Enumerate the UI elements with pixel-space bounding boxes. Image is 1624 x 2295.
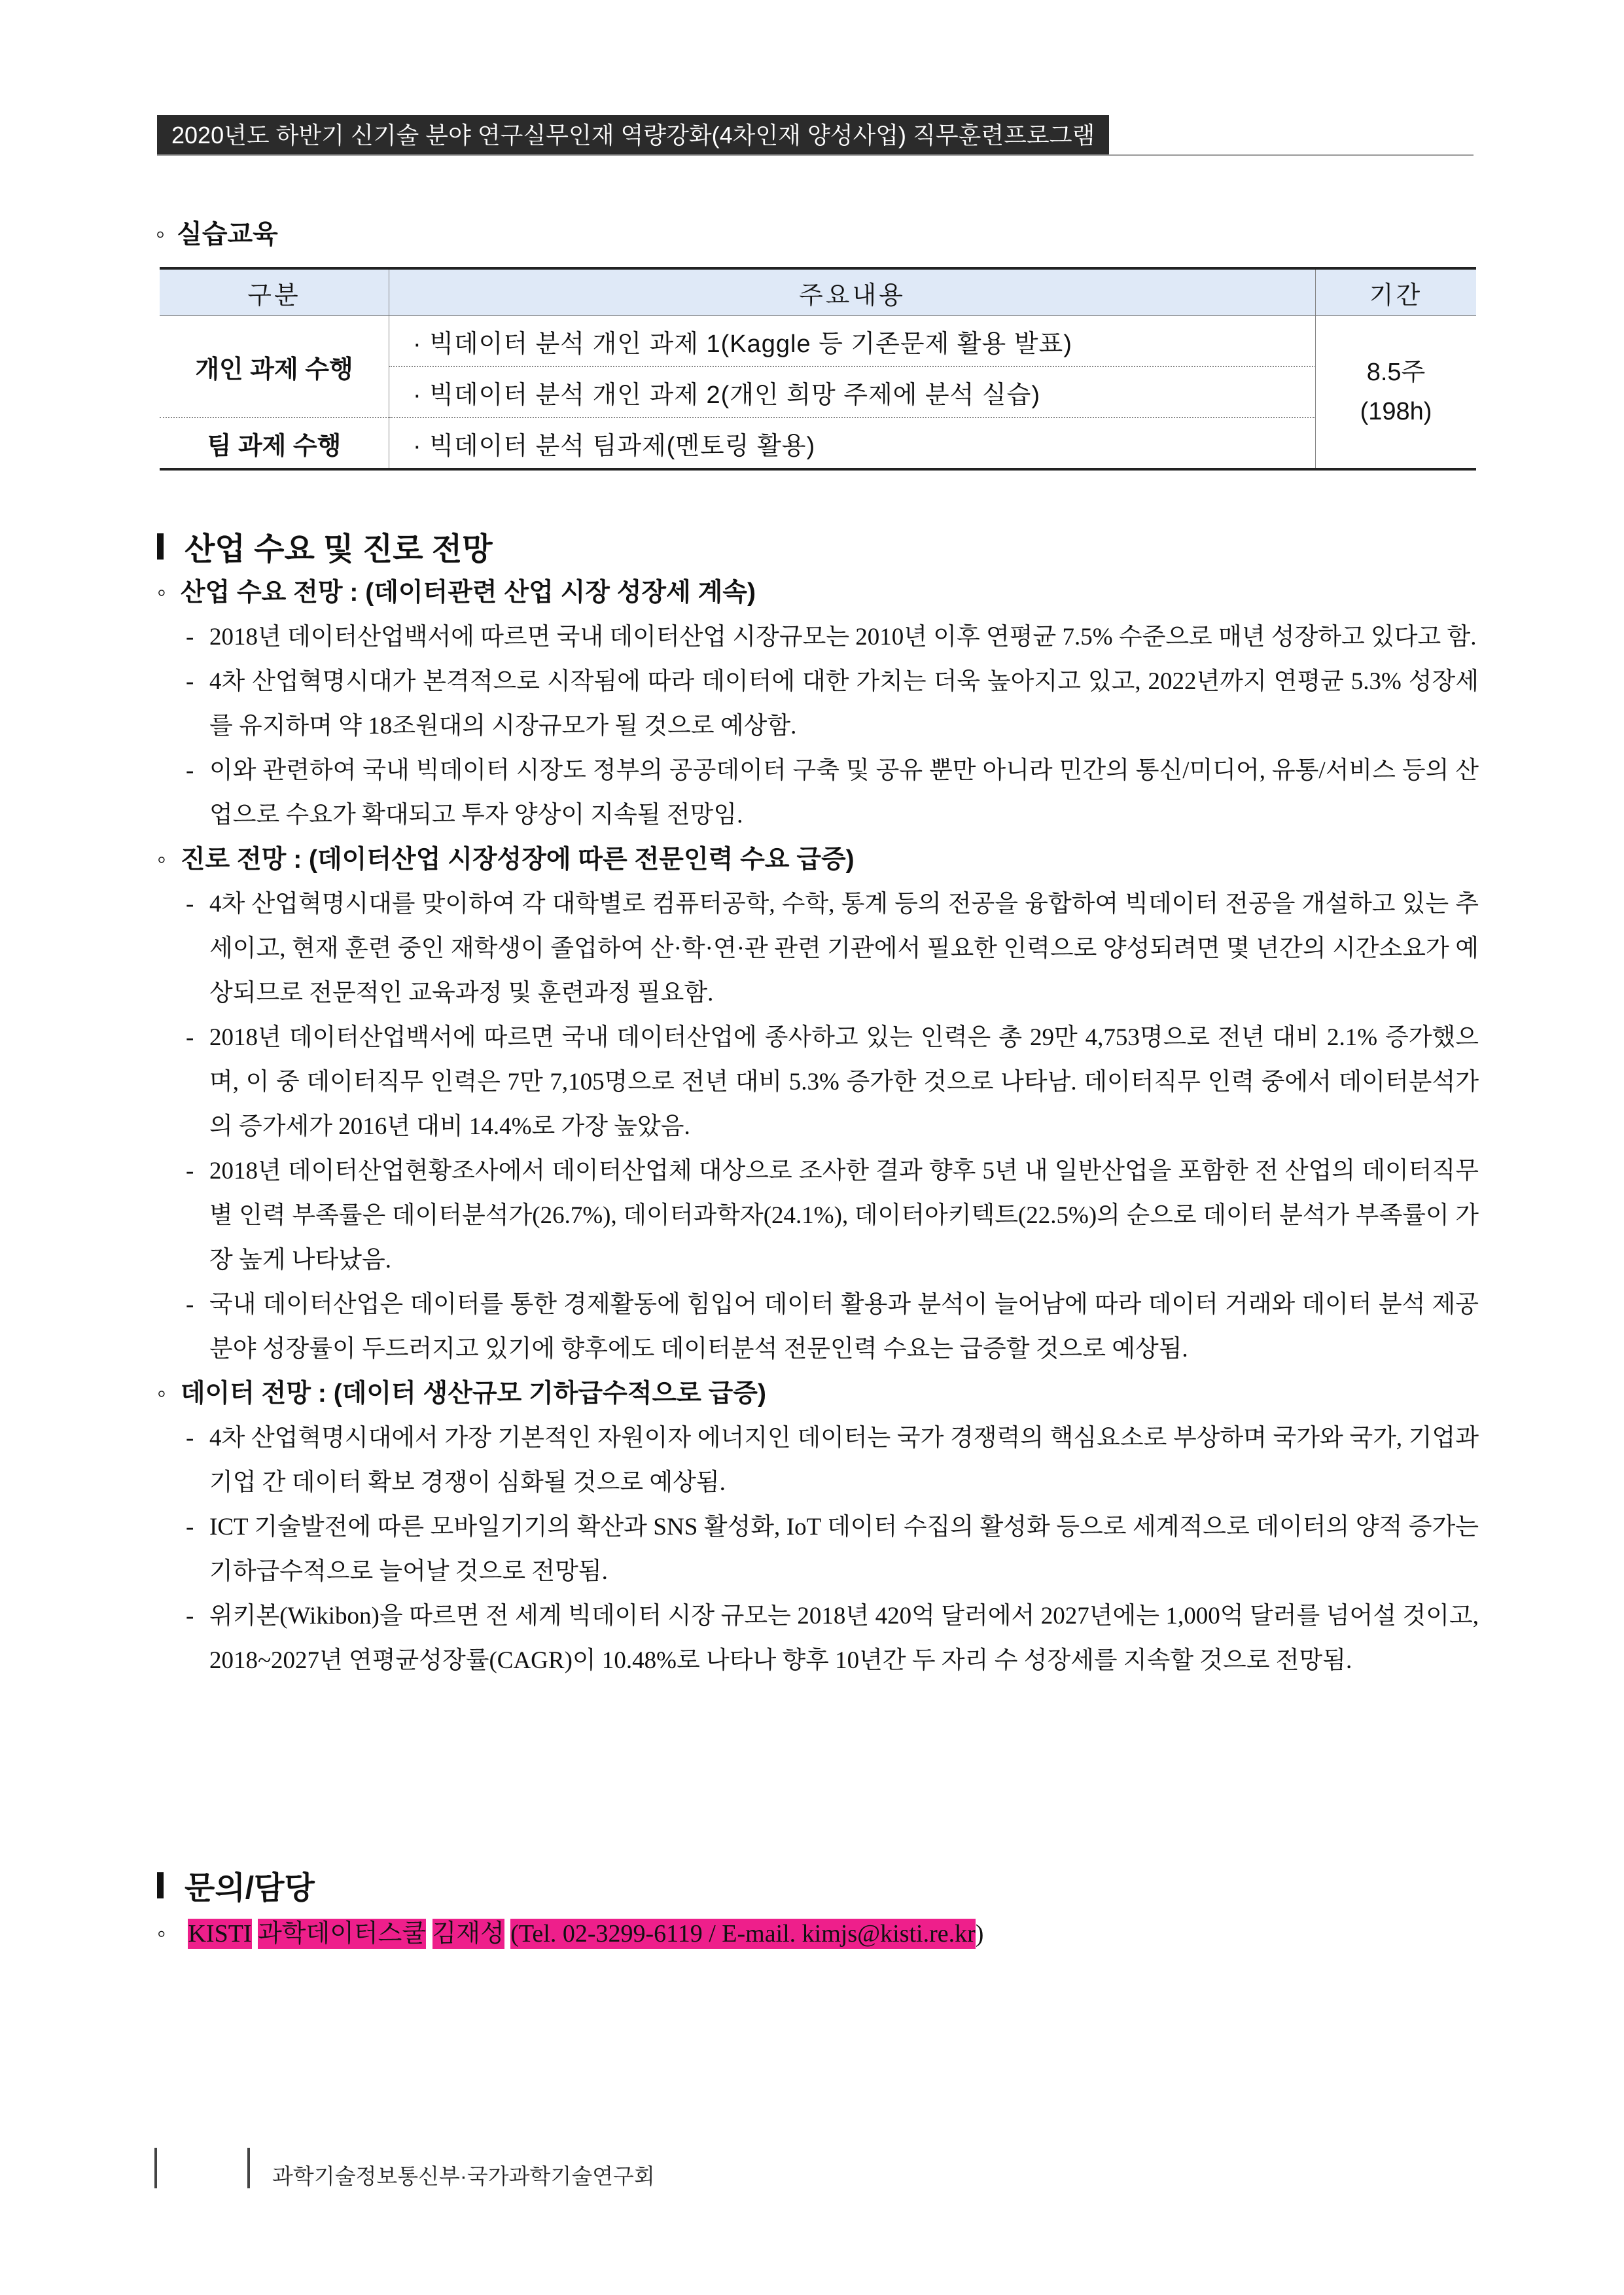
duration-hours: (198h) (1360, 398, 1432, 425)
list-item: - 2018년 데이터산업백서에 따르면 국내 데이터산업 시장규모는 2010년 이후 연평균 7.5% 수준으로 매년 성장하고 있다고 함. (186, 624, 1477, 650)
outlook-section-title (157, 524, 493, 569)
header-divider (157, 154, 1474, 156)
list-item-text: 국내 데이터산업은 데이터를 통한 경제활동에 힘입어 데이터 활용과 분석이 늘어남에 따라 데이터 거래와 데이터 분석 제공분야 성장률이 두드러지고 있기에 향후에도 데이터분석 전문인력 수요는 급증할 것으로 예상됨. (209, 1291, 1479, 1362)
section-marker-icon (157, 1872, 164, 1898)
outlook-section-label: 산업 수요 및 진로 전망 (185, 532, 493, 567)
list-item-text: 2018년 데이터산업백서에 따르면 국내 데이터산업에 종사하고 있는 인력은 총 29만 4,753명으로 전년 대비 2.1% 증가했으며, 이 중 데이터직무 인력은 7만 7,105명으로 전년 대비 5.3% 증가한 것으로 나타남. 데이터직무 인력 중에서 데이터분석가의 증가세가 2016년 대비 14.4%로 가장 높았음. (209, 1024, 1479, 1140)
practice-heading-label: 실습교육 (177, 220, 278, 249)
content-cell: · 빅데이터 분석 개인 과제 1(Kaggle 등 기존문제 활용 발표) (389, 316, 1316, 367)
bullet-icon: ◦ (157, 578, 166, 607)
contact-closing: ) (975, 1920, 984, 1948)
list-item: - 4차 산업혁명시대에서 가장 기본적인 자원이자 에너지인 데이터는 국가 경쟁력의 핵심요소로 부상하며 국가와 국가, 기업과 기업 간 데이터 확보 경쟁이 심화될 것으로 예상됨. (186, 1425, 1479, 1496)
group-heading (157, 838, 1479, 882)
list-item: - 4차 산업혁명시대가 본격적으로 시작됨에 따라 데이터에 대한 가치는 더욱 높아지고 있고, 2022년까지 연평균 5.3% 성장세를 유지하며 약 18조원대의 시장규모가 될 것으로 예상함. (186, 668, 1479, 739)
list-item: - 2018년 데이터산업현황조사에서 데이터산업체 대상으로 조사한 결과 향후 5년 내 일반산업을 포함한 전 산업의 데이터직무별 인력 부족률은 데이터분석가(26.7%), 데이터과학자(24.1%), 데이터아키텍트(22.5%)의 순으로 데이터 분석가 부족률이 가장 높게 나타났음. (186, 1158, 1479, 1273)
content-cell: · 빅데이터 분석 개인 과제 2(개인 희망 주제에 분석 실습) (389, 366, 1316, 418)
table-header-row (160, 268, 1476, 316)
list-item-text: 4차 산업혁명시대가 본격적으로 시작됨에 따라 데이터에 대한 가치는 더욱 높아지고 있고, 2022년까지 연평균 5.3% 성장세를 유지하며 약 18조원대의 시장규모가 될 것으로 예상함. (209, 668, 1479, 739)
column-header-category: 구분 (160, 268, 389, 316)
list-item: - 2018년 데이터산업백서에 따르면 국내 데이터산업에 종사하고 있는 인력은 총 29만 4,753명으로 전년 대비 2.1% 증가했으며, 이 중 데이터직무 인력은 7만 7,105명으로 전년 대비 5.3% 증가한 것으로 나타남. 데이터직무 인력 중에서 데이터분석가의 증가세가 2016년 대비 14.4%로 가장 높았음. (186, 1024, 1479, 1140)
list-item: - 이와 관련하여 국내 빅데이터 시장도 정부의 공공데이터 구축 및 공유 뿐만 아니라 민간의 통신/미디어, 유통/서비스 등의 산업으로 수요가 확대되고 투자 양상이 지속될 전망임. (186, 757, 1479, 828)
outlook-body (157, 571, 1479, 1683)
column-header-duration: 기간 (1316, 268, 1477, 316)
contact-section-title (157, 1862, 315, 1908)
duration-weeks: 8.5주 (1366, 359, 1426, 386)
practice-table (160, 267, 1476, 471)
table-row (160, 316, 1476, 367)
group-heading-label: 데이터 전망 : (데이터 생산규모 기하급수적으로 급증) (180, 1379, 766, 1408)
contact-section-label: 문의/담당 (185, 1871, 315, 1906)
contact-line (157, 1914, 983, 1953)
footer-divider (247, 2148, 250, 2188)
group-heading-label: 산업 수요 전망 : (데이터관련 산업 시장 성장세 계속) (180, 578, 756, 607)
list-item-text: 2018년 데이터산업현황조사에서 데이터산업체 대상으로 조사한 결과 향후 5년 내 일반산업을 포함한 전 산업의 데이터직무별 인력 부족률은 데이터분석가(26.7%), 데이터과학자(24.1%), 데이터아키텍트(22.5%)의 순으로 데이터 분석가 부족률이 가장 높게 나타났음. (209, 1158, 1479, 1273)
group-heading (157, 571, 1479, 615)
document-header-title: 2020년도 하반기 신기술 분야 연구실무인재 역량강화(4차인재 양성사업) 직무훈련프로그램 (157, 115, 1109, 156)
bullet-icon: ◦ (157, 1379, 166, 1408)
bullet-icon: ◦ (157, 1920, 166, 1948)
duration-cell (1316, 316, 1477, 470)
list-item: - 위키본(Wikibon)을 따르면 전 세계 빅데이터 시장 규모는 2018년 420억 달러에서 2027년에는 1,000억 달러를 넘어설 것이고, 2018~2027년 연평균성장률(CAGR)이 10.48%로 나타나 향후 10년간 두 자리 수 성장세를 지속할 것으로 전망됨. (186, 1603, 1479, 1674)
list-item-text: 4차 산업혁명시대에서 가장 기본적인 자원이자 에너지인 데이터는 국가 경쟁력의 핵심요소로 부상하며 국가와 국가, 기업과 기업 간 데이터 확보 경쟁이 심화될 것으로 예상됨. (209, 1425, 1479, 1496)
category-cell: 팀 과제 수행 (160, 418, 389, 469)
list-item-text: 이와 관련하여 국내 빅데이터 시장도 정부의 공공데이터 구축 및 공유 뿐만 아니라 민간의 통신/미디어, 유통/서비스 등의 산업으로 수요가 확대되고 투자 양상이 지속될 전망임. (209, 757, 1479, 828)
list-item-text: 4차 산업혁명시대를 맞이하여 각 대학별로 컴퓨터공학, 수학, 통계 등의 전공을 융합하여 빅데이터 전공을 개설하고 있는 추세이고, 현재 훈련 중인 재학생이 졸업하여 산·학·연·관 관련 기관에서 필요한 인력으로 양성되려면 몇 년간의 시간소요가 예상되므로 전문적인 교육과정 및 훈련과정 필요함. (209, 891, 1479, 1006)
list-item: - ICT 기술발전에 따른 모바일기기의 확산과 SNS 활성화, IoT 데이터 수집의 활성화 등으로 세계적으로 데이터의 양적 증가는 기하급수적으로 늘어날 것으로 전망됨. (186, 1514, 1479, 1585)
list-item-text: 위키본(Wikibon)을 따르면 전 세계 빅데이터 시장 규모는 2018년 420억 달러에서 2027년에는 1,000억 달러를 넘어설 것이고, 2018~2027년 연평균성장률(CAGR)이 10.48%로 나타나 향후 10년간 두 자리 수 성장세를 지속할 것으로 전망됨. (209, 1603, 1479, 1674)
bullet-icon: ◦ (157, 845, 166, 874)
column-header-content: 주요내용 (389, 268, 1316, 316)
bullet-icon: ◦ (156, 220, 166, 249)
footer-divider (154, 2148, 157, 2188)
group-heading (157, 1372, 1479, 1416)
contact-org: KISTI (188, 1920, 252, 1948)
category-cell: 개인 과제 수행 (160, 316, 389, 418)
list-item: - 4차 산업혁명시대를 맞이하여 각 대학별로 컴퓨터공학, 수학, 통계 등의 전공을 융합하여 빅데이터 전공을 개설하고 있는 추세이고, 현재 훈련 중인 재학생이 졸업하여 산·학·연·관 관련 기관에서 필요한 인력으로 양성되려면 몇 년간의 시간소요가 예상되므로 전문적인 교육과정 및 훈련과정 필요함. (186, 891, 1479, 1006)
content-cell: · 빅데이터 분석 팀과제(멘토링 활용) (389, 418, 1316, 469)
group-heading-label: 진로 전망 : (데이터산업 시장성장에 따른 전문인력 수요 급증) (180, 845, 855, 874)
practice-heading (156, 213, 278, 251)
contact-school: 과학데이터스쿨 (258, 1920, 427, 1948)
contact-details: (Tel. 02-3299-6119 / E-mail. kimjs@kisti.re.kr (510, 1920, 976, 1948)
section-marker-icon (157, 533, 164, 560)
list-item: - 국내 데이터산업은 데이터를 통한 경제활동에 힘입어 데이터 활용과 분석이 늘어남에 따라 데이터 거래와 데이터 분석 제공분야 성장률이 두드러지고 있기에 향후에도 데이터분석 전문인력 수요는 급증할 것으로 예상됨. (186, 1291, 1479, 1362)
list-item-text: ICT 기술발전에 따른 모바일기기의 확산과 SNS 활성화, IoT 데이터 수집의 활성화 등으로 세계적으로 데이터의 양적 증가는 기하급수적으로 늘어날 것으로 전망됨. (209, 1514, 1479, 1585)
contact-person: 김재성 (432, 1920, 504, 1948)
table-row (160, 418, 1476, 469)
list-item-text: 2018년 데이터산업백서에 따르면 국내 데이터산업 시장규모는 2010년 이후 연평균 7.5% 수준으로 매년 성장하고 있다고 함. (209, 624, 1477, 650)
footer-org-text: 과학기술정보통신부·국가과학기술연구회 (272, 2164, 655, 2188)
